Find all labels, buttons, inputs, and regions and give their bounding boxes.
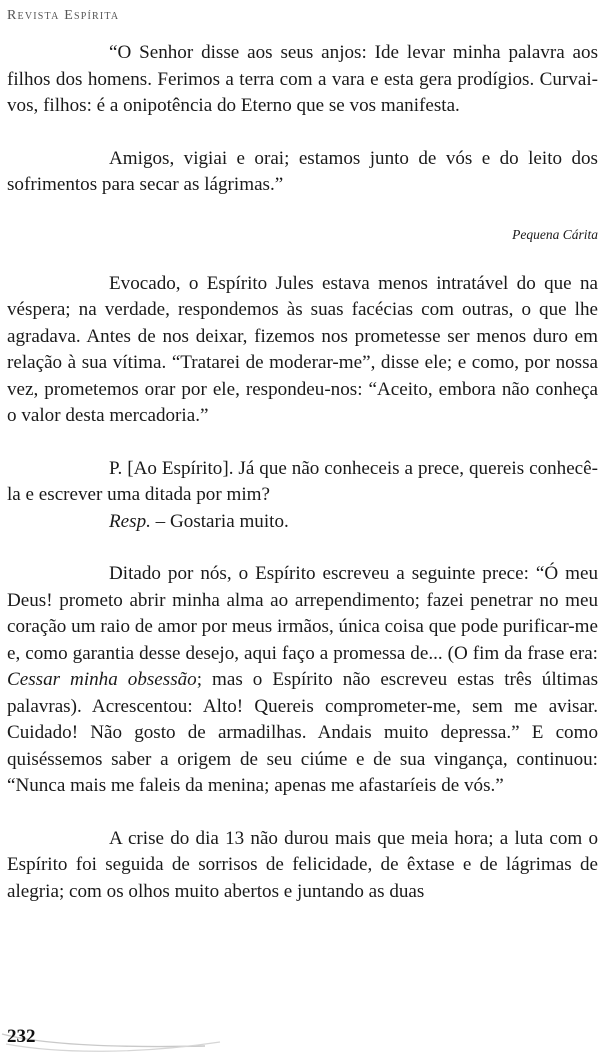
paragraph-5-start: Ditado por nós, o Espírito escreveu a seguinte prece: “Ó meu Deus! prometo abrir minha alma ao arrependimento; fazei penetrar no meu coração um raio de amor por meus irmãos, única coisa que pode purificar-me e, como garantia desse desejo, aqui faço a promessa de... (O fim da frase era:	[7, 563, 598, 664]
response-text: – Gostaria muito.	[150, 510, 289, 532]
page-number: 232	[7, 1026, 36, 1047]
running-head: Revista Espírita	[7, 8, 120, 23]
paragraph-3: Evocado, o Espírito Jules estava menos intratável do que na véspera; na verdade, respondemos às suas facécias com outras, o que lhe agradava. Antes de nos deixar, fizemos nos prometesse ser menos duro em relação à sua vítima. “Tratarei de moderar-me”, disse ele; e como, por nossa vez, prometemos orar por ele, respondeu-nos: “Aceito, embora não conheça o valor desta mercadoria.”	[7, 272, 598, 426]
paragraph-6: A crise do dia 13 não durou mais que meia hora; a luta com o Espírito foi seguida de sorrisos de felicidade, de êxtase e de lágrimas de alegria; com os olhos muito abertos e juntando as duas	[7, 827, 598, 902]
paragraph-4: P. [Ao Espírito]. Já que não conheceis a prece, quereis conhecê-la e escrever uma ditada por mim?	[7, 457, 598, 505]
response-label: Resp.	[109, 510, 151, 532]
page-body	[7, 40, 598, 905]
signature: Pequena Cárita	[512, 226, 598, 242]
response-line	[7, 509, 598, 536]
paragraph-1: “O Senhor disse aos seus anjos: Ide levar minha palavra aos filhos dos homens. Ferimos a terra com a vara e esta gera prodígios. Curvai-vos, filhos: é a onipotência do Eterno que se vos manifesta.	[7, 42, 598, 116]
paragraph-2: Amigos, vigiai e orai; estamos junto de vós e do leito dos sofrimentos para secar as lágrimas.”	[7, 147, 598, 195]
paragraph-5-italic: Cessar minha obsessão	[7, 669, 197, 690]
paragraph-5-end: ; mas o Espírito não escreveu estas três últimas palavras). Acrescentou: Alto! Quereis comprometer-me, sem me avisar. Cuidado! Não gosto de armadilhas. Andais muito depressa.” E como quiséssemos saber a origem de seu ciúme e de sua vingança, continuou: “Nunca mais me faleis da menina; apenas me afastaríeis de vós.”	[7, 669, 598, 796]
paragraph-5	[7, 561, 598, 800]
